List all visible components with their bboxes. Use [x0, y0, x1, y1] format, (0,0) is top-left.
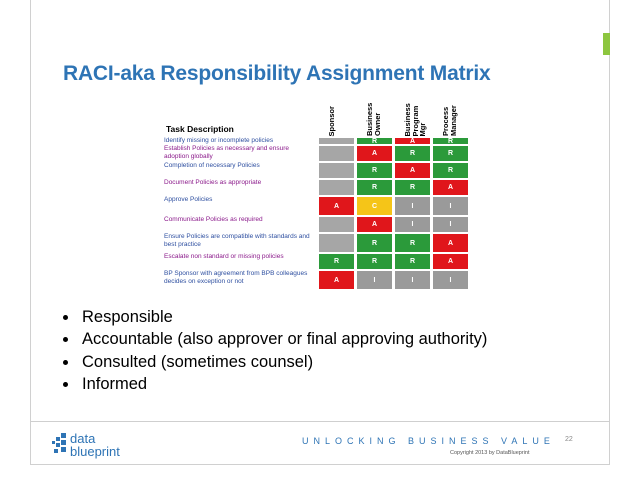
raci-cell: A — [432, 233, 469, 253]
raci-cell: R — [356, 162, 393, 179]
column-header-process-manager: Process Manager — [441, 105, 458, 136]
raci-cell: A — [318, 196, 355, 216]
raci-cell: R — [356, 137, 393, 145]
bullet-dot — [63, 337, 68, 342]
footer-tagline: UNLOCKING BUSINESS VALUE — [302, 436, 555, 446]
task-description: Escalate non standard or missing policies — [164, 253, 284, 260]
raci-cell: A — [356, 145, 393, 162]
raci-cell: R — [432, 145, 469, 162]
raci-legend-list — [63, 306, 487, 396]
raci-cell: R — [318, 253, 355, 270]
raci-cell: R — [394, 179, 431, 196]
raci-cell: R — [394, 145, 431, 162]
column-header-business-owner: Business Owner — [365, 102, 382, 136]
data-blueprint-logo — [52, 430, 172, 460]
slide-title: RACI-aka Responsibility Assignment Matrix — [63, 62, 491, 85]
bullet-dot — [63, 315, 68, 320]
matrix-row — [162, 216, 472, 233]
task-description: Completion of necessary Policies — [164, 162, 260, 169]
footer-copyright: Copyright 2013 by DataBlueprint — [450, 450, 530, 456]
raci-cell: I — [394, 216, 431, 233]
raci-cell: R — [432, 162, 469, 179]
bullet-consulted: Consulted (sometimes counsel) — [63, 351, 487, 374]
raci-cell: R — [394, 253, 431, 270]
footer-divider — [30, 421, 610, 422]
raci-cell: R — [432, 137, 469, 145]
raci-cell: A — [432, 253, 469, 270]
raci-cell — [318, 137, 355, 145]
task-description: Establish Policies as necessary and ensure adoption globally — [164, 145, 290, 160]
raci-cell: A — [356, 216, 393, 233]
matrix-row — [162, 270, 472, 290]
matrix-row — [162, 196, 472, 216]
raci-cell: A — [394, 162, 431, 179]
raci-cell: I — [394, 196, 431, 216]
bullet-informed: Informed — [63, 374, 487, 397]
raci-cell — [318, 233, 355, 253]
matrix-row — [162, 233, 472, 253]
raci-cell: A — [318, 270, 355, 290]
bullet-dot — [63, 360, 68, 365]
task-description: Identify missing or incomplete policies — [164, 137, 274, 144]
task-description: Document Policies as appropriate — [164, 179, 262, 186]
column-header-business-program-mgr: Business Program Mgr — [403, 102, 427, 136]
column-headers — [318, 96, 472, 136]
raci-cell: A — [432, 179, 469, 196]
raci-cell: R — [356, 179, 393, 196]
raci-cell: A — [394, 137, 431, 145]
page-number: 22 — [565, 436, 573, 443]
matrix-row — [162, 162, 472, 179]
task-description: Communicate Policies as required — [164, 216, 263, 223]
svg-text:data: data — [70, 431, 96, 446]
bullet-dot — [63, 382, 68, 387]
raci-cell: I — [432, 196, 469, 216]
column-header-sponsor: Sponsor — [327, 105, 336, 136]
raci-cell — [318, 162, 355, 179]
svg-text:blueprint: blueprint — [70, 444, 120, 459]
task-description: BP Sponsor with agreement from BPB colleagues decides on exception or not — [164, 270, 308, 285]
raci-cell — [318, 145, 355, 162]
matrix-row — [162, 137, 472, 145]
raci-cell: R — [356, 233, 393, 253]
matrix-row — [162, 253, 472, 270]
raci-cell — [318, 216, 355, 233]
task-description: Ensure Policies are compatible with standards and best practice — [164, 233, 310, 248]
raci-cell: R — [394, 233, 431, 253]
green-accent-bar — [603, 33, 610, 55]
bullet-responsible: Responsible — [63, 306, 487, 329]
raci-cell: I — [432, 270, 469, 290]
raci-cell: I — [432, 216, 469, 233]
raci-cell — [318, 179, 355, 196]
task-description-header: Task Description — [166, 124, 234, 134]
raci-cell: I — [356, 270, 393, 290]
bullet-accountable: Accountable (also approver or final approving authority) — [63, 329, 487, 352]
task-description: Approve Policies — [164, 196, 213, 203]
matrix-row — [162, 179, 472, 196]
raci-cell: C — [356, 196, 393, 216]
raci-cell: I — [394, 270, 431, 290]
raci-cell: R — [356, 253, 393, 270]
matrix-row — [162, 145, 472, 162]
